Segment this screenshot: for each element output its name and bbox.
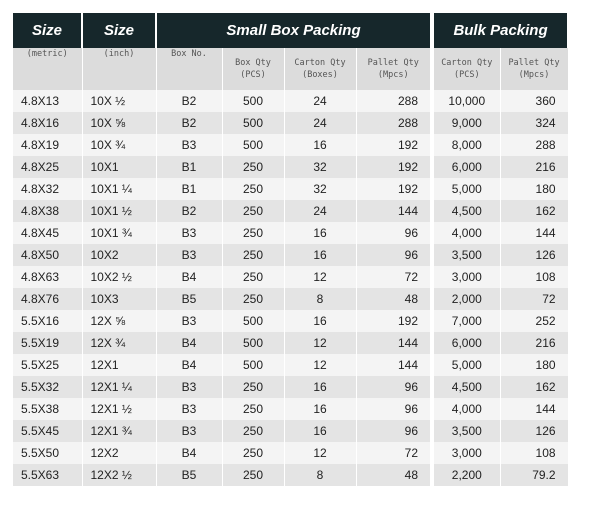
size-metric-cell: 4.8X25 <box>13 156 82 178</box>
header-row <box>13 13 568 48</box>
table-row <box>13 156 568 178</box>
table-row <box>13 112 568 134</box>
box-no-cell: B3 <box>156 244 222 266</box>
table-row <box>13 244 568 266</box>
box-qty-cell: 250 <box>222 200 284 222</box>
box-no-cell: B1 <box>156 156 222 178</box>
pallet-qty-cell: 192 <box>356 156 432 178</box>
bulk-carton-qty-cell: 2,000 <box>432 288 500 310</box>
pallet-qty-cell: 96 <box>356 222 432 244</box>
size-inch-header: Size <box>82 13 156 48</box>
pallet-qty-cell: 48 <box>356 288 432 310</box>
pallet-qty-cell: 144 <box>356 200 432 222</box>
size-metric-cell: 5.5X25 <box>13 354 82 376</box>
size-inch-cell: 10X2 <box>82 244 156 266</box>
bulk-carton-qty-cell: 10,000 <box>432 90 500 112</box>
bulk-pallet-qty-cell: 72 <box>500 288 568 310</box>
carton-qty-label: Carton Qty <box>294 58 346 68</box>
box-no-cell: B5 <box>156 288 222 310</box>
bulk-carton-qty-cell: 6,000 <box>432 332 500 354</box>
pallet-qty-cell: 96 <box>356 376 432 398</box>
carton-qty-subheader <box>284 48 356 90</box>
bulk-carton-qty-cell: 6,000 <box>432 156 500 178</box>
box-qty-cell: 250 <box>222 156 284 178</box>
bulk-carton-qty-cell: 7,000 <box>432 310 500 332</box>
pallet-qty-cell: 96 <box>356 244 432 266</box>
table-row <box>13 354 568 376</box>
box-no-cell: B3 <box>156 398 222 420</box>
bulk-pallet-qty-cell: 108 <box>500 442 568 464</box>
size-metric-cell: 5.5X19 <box>13 332 82 354</box>
table-row <box>13 420 568 442</box>
packing-table <box>13 13 569 486</box>
box-no-cell: B2 <box>156 112 222 134</box>
box-qty-cell: 250 <box>222 398 284 420</box>
bulk-carton-qty-label: Carton Qty <box>441 58 493 68</box>
table-row <box>13 134 568 156</box>
size-inch-cell: 10X1 <box>82 156 156 178</box>
box-qty-cell: 500 <box>222 354 284 376</box>
size-inch-cell: 10X1 ¾ <box>82 222 156 244</box>
box-qty-cell: 500 <box>222 332 284 354</box>
pallet-qty-cell: 288 <box>356 90 432 112</box>
bulk-packing-header: Bulk Packing <box>432 13 568 48</box>
box-qty-cell: 250 <box>222 244 284 266</box>
bulk-pallet-qty-cell: 126 <box>500 244 568 266</box>
size-inch-cell: 12X2 <box>82 442 156 464</box>
size-metric-cell: 4.8X13 <box>13 90 82 112</box>
bulk-pallet-qty-cell: 252 <box>500 310 568 332</box>
size-inch-cell: 10X ¾ <box>82 134 156 156</box>
box-qty-cell: 250 <box>222 178 284 200</box>
size-inch-cell: 10X2 ½ <box>82 266 156 288</box>
size-metric-cell: 4.8X19 <box>13 134 82 156</box>
size-metric-cell: 5.5X38 <box>13 398 82 420</box>
pallet-qty-cell: 288 <box>356 112 432 134</box>
carton-qty-cell: 16 <box>284 244 356 266</box>
carton-qty-cell: 16 <box>284 376 356 398</box>
pallet-qty-cell: 96 <box>356 398 432 420</box>
size-inch-cell: 12X1 ¾ <box>82 420 156 442</box>
bulk-pallet-qty-unit: (Mpcs) <box>518 70 550 80</box>
carton-qty-cell: 12 <box>284 354 356 376</box>
bulk-carton-qty-unit: (PCS) <box>453 70 480 80</box>
carton-qty-cell: 16 <box>284 222 356 244</box>
small-box-packing-header: Small Box Packing <box>156 13 432 48</box>
box-qty-label: Box Qty <box>235 58 271 68</box>
size-metric-cell: 4.8X38 <box>13 200 82 222</box>
size-inch-cell: 10X1 ½ <box>82 200 156 222</box>
table-row <box>13 266 568 288</box>
size-metric-cell: 4.8X45 <box>13 222 82 244</box>
box-qty-cell: 250 <box>222 464 284 486</box>
size-inch-cell: 10X3 <box>82 288 156 310</box>
bulk-carton-qty-cell: 8,000 <box>432 134 500 156</box>
size-inch-cell: 12X1 ½ <box>82 398 156 420</box>
bulk-pallet-qty-cell: 162 <box>500 376 568 398</box>
size-metric-cell: 4.8X76 <box>13 288 82 310</box>
bulk-pallet-qty-label: Pallet Qty <box>508 58 560 68</box>
bulk-pallet-qty-cell: 288 <box>500 134 568 156</box>
size-metric-cell: 4.8X16 <box>13 112 82 134</box>
size-inch-cell: 10X1 ¼ <box>82 178 156 200</box>
box-no-cell: B3 <box>156 310 222 332</box>
table-row <box>13 288 568 310</box>
table-row <box>13 376 568 398</box>
table-row <box>13 222 568 244</box>
box-no-cell: B1 <box>156 178 222 200</box>
bulk-pallet-qty-cell: 324 <box>500 112 568 134</box>
table-body <box>13 90 568 486</box>
bulk-pallet-qty-cell: 126 <box>500 420 568 442</box>
box-qty-cell: 250 <box>222 420 284 442</box>
box-no-subheader: Box No. <box>156 48 222 90</box>
size-inch-cell: 12X1 <box>82 354 156 376</box>
size-metric-cell: 5.5X63 <box>13 464 82 486</box>
size-inch-cell: 12X ¾ <box>82 332 156 354</box>
size-inch-cell: 12X1 ¼ <box>82 376 156 398</box>
size-metric-cell: 5.5X50 <box>13 442 82 464</box>
pallet-qty-unit: (Mpcs) <box>377 70 409 80</box>
bulk-pallet-qty-cell: 360 <box>500 90 568 112</box>
bulk-carton-qty-cell: 4,500 <box>432 376 500 398</box>
box-no-cell: B4 <box>156 266 222 288</box>
carton-qty-cell: 24 <box>284 90 356 112</box>
bulk-carton-qty-cell: 5,000 <box>432 354 500 376</box>
bulk-pallet-qty-cell: 144 <box>500 398 568 420</box>
box-no-cell: B2 <box>156 90 222 112</box>
bulk-carton-qty-cell: 4,000 <box>432 222 500 244</box>
box-qty-cell: 250 <box>222 266 284 288</box>
bulk-carton-qty-cell: 3,500 <box>432 420 500 442</box>
bulk-carton-qty-cell: 2,200 <box>432 464 500 486</box>
bulk-carton-qty-cell: 3,000 <box>432 442 500 464</box>
box-qty-cell: 500 <box>222 112 284 134</box>
pallet-qty-cell: 48 <box>356 464 432 486</box>
box-qty-cell: 500 <box>222 134 284 156</box>
bulk-carton-qty-cell: 5,000 <box>432 178 500 200</box>
size-metric-header: Size <box>13 13 82 48</box>
bulk-carton-qty-cell: 3,500 <box>432 244 500 266</box>
table-row <box>13 310 568 332</box>
pallet-qty-cell: 144 <box>356 354 432 376</box>
box-qty-cell: 500 <box>222 90 284 112</box>
inch-subheader: (inch) <box>82 48 156 90</box>
box-no-cell: B5 <box>156 464 222 486</box>
size-metric-cell: 5.5X32 <box>13 376 82 398</box>
table-row <box>13 464 568 486</box>
pallet-qty-label: Pallet Qty <box>367 58 419 68</box>
bulk-pallet-qty-cell: 180 <box>500 178 568 200</box>
box-no-cell: B3 <box>156 376 222 398</box>
bulk-pallet-qty-cell: 162 <box>500 200 568 222</box>
bulk-pallet-qty-cell: 216 <box>500 332 568 354</box>
box-no-cell: B3 <box>156 420 222 442</box>
box-qty-cell: 500 <box>222 310 284 332</box>
bulk-carton-qty-cell: 4,500 <box>432 200 500 222</box>
box-qty-cell: 250 <box>222 442 284 464</box>
box-qty-cell: 250 <box>222 288 284 310</box>
pallet-qty-cell: 192 <box>356 310 432 332</box>
bulk-pallet-qty-cell: 180 <box>500 354 568 376</box>
table-row <box>13 90 568 112</box>
size-inch-cell: 12X2 ½ <box>82 464 156 486</box>
size-metric-cell: 4.8X63 <box>13 266 82 288</box>
pallet-qty-cell: 192 <box>356 178 432 200</box>
table-row <box>13 200 568 222</box>
carton-qty-cell: 24 <box>284 200 356 222</box>
size-inch-cell: 12X ⅝ <box>82 310 156 332</box>
carton-qty-cell: 32 <box>284 156 356 178</box>
carton-qty-cell: 16 <box>284 420 356 442</box>
box-qty-subheader <box>222 48 284 90</box>
carton-qty-cell: 16 <box>284 134 356 156</box>
bulk-pallet-qty-cell: 79.2 <box>500 464 568 486</box>
box-qty-unit: (PCS) <box>240 70 266 80</box>
size-metric-cell: 5.5X16 <box>13 310 82 332</box>
box-qty-cell: 250 <box>222 222 284 244</box>
table-row <box>13 178 568 200</box>
carton-qty-cell: 32 <box>284 178 356 200</box>
box-no-cell: B3 <box>156 134 222 156</box>
size-metric-cell: 4.8X50 <box>13 244 82 266</box>
size-inch-cell: 10X ⅝ <box>82 112 156 134</box>
bulk-pallet-qty-subheader <box>500 48 568 90</box>
box-no-cell: B2 <box>156 200 222 222</box>
size-metric-cell: 5.5X45 <box>13 420 82 442</box>
carton-qty-cell: 8 <box>284 464 356 486</box>
carton-qty-cell: 12 <box>284 442 356 464</box>
bulk-carton-qty-cell: 3,000 <box>432 266 500 288</box>
carton-qty-cell: 24 <box>284 112 356 134</box>
pallet-qty-cell: 96 <box>356 420 432 442</box>
size-metric-cell: 4.8X32 <box>13 178 82 200</box>
pallet-qty-cell: 144 <box>356 332 432 354</box>
pallet-qty-cell: 72 <box>356 266 432 288</box>
carton-qty-cell: 16 <box>284 398 356 420</box>
size-inch-cell: 10X ½ <box>82 90 156 112</box>
carton-qty-cell: 16 <box>284 310 356 332</box>
bulk-pallet-qty-cell: 216 <box>500 156 568 178</box>
table-row <box>13 332 568 354</box>
box-no-cell: B4 <box>156 442 222 464</box>
table-row <box>13 442 568 464</box>
bulk-carton-qty-cell: 9,000 <box>432 112 500 134</box>
box-no-cell: B4 <box>156 332 222 354</box>
carton-qty-cell: 12 <box>284 332 356 354</box>
pallet-qty-subheader <box>356 48 432 90</box>
pallet-qty-cell: 192 <box>356 134 432 156</box>
box-no-cell: B4 <box>156 354 222 376</box>
carton-qty-cell: 8 <box>284 288 356 310</box>
bulk-carton-qty-subheader <box>432 48 500 90</box>
table-row <box>13 398 568 420</box>
subheader-row <box>13 48 568 90</box>
metric-subheader: (metric) <box>13 48 82 90</box>
pallet-qty-cell: 72 <box>356 442 432 464</box>
box-no-cell: B3 <box>156 222 222 244</box>
bulk-carton-qty-cell: 4,000 <box>432 398 500 420</box>
bulk-pallet-qty-cell: 144 <box>500 222 568 244</box>
bulk-pallet-qty-cell: 108 <box>500 266 568 288</box>
carton-qty-unit: (Boxes) <box>302 70 338 80</box>
box-qty-cell: 250 <box>222 376 284 398</box>
carton-qty-cell: 12 <box>284 266 356 288</box>
